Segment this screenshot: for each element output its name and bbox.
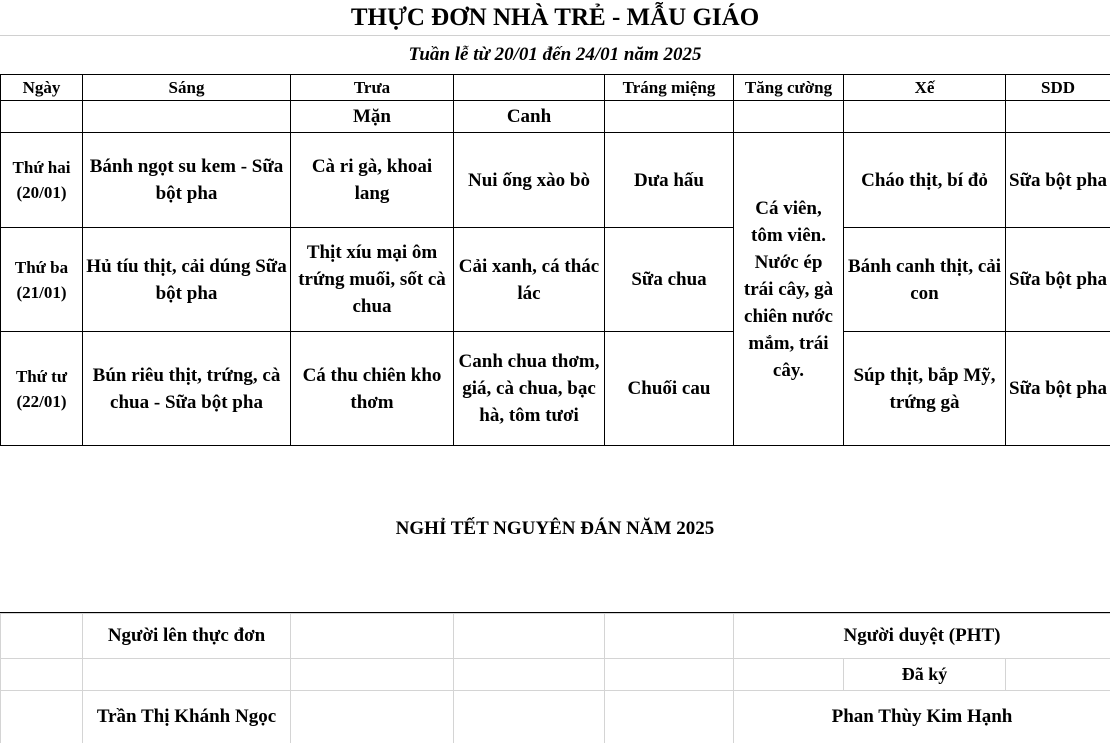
header-sdd: SDD — [1006, 75, 1110, 101]
menu-table — [0, 74, 1110, 446]
xe-cell: Súp thịt, bắp Mỹ, trứng gà — [844, 332, 1006, 446]
header-tang-cuong: Tăng cường — [734, 75, 844, 101]
sang-cell: Bún riêu thịt, trứng, cà chua - Sữa bột pha — [83, 332, 291, 446]
table-row — [1, 133, 1110, 228]
signature-row — [1, 614, 1110, 659]
day-date: (22/01) — [16, 392, 66, 411]
trang-mieng-cell: Dưa hấu — [605, 133, 734, 228]
header-ngay: Ngày — [1, 75, 83, 101]
subheader-man: Mặn — [291, 101, 454, 133]
day-cell — [1, 133, 83, 228]
header-trang-mieng: Tráng miệng — [605, 75, 734, 101]
author-name: Trần Thị Khánh Ngọc — [83, 691, 291, 743]
canh-cell: Canh chua thơm, giá, cà chua, bạc hà, tôm tươi — [454, 332, 605, 446]
day-cell — [1, 332, 83, 446]
day-name: Thứ tư — [16, 367, 67, 386]
man-cell: Thịt xíu mại ôm trứng muối, sốt cà chua — [291, 228, 454, 332]
day-name: Thứ hai — [13, 158, 71, 177]
trang-mieng-cell: Chuối cau — [605, 332, 734, 446]
header-trua: Trưa — [291, 75, 454, 101]
header-row — [1, 75, 1110, 101]
canh-cell: Nui ống xào bò — [454, 133, 605, 228]
holiday-notice: NGHỈ TẾT NGUYÊN ĐÁN NĂM 2025 — [0, 445, 1110, 613]
man-cell: Cá thu chiên kho thơm — [291, 332, 454, 446]
table-row — [1, 228, 1110, 332]
approver-label: Người duyệt (PHT) — [734, 614, 1110, 659]
signed-note: Đã ký — [844, 659, 1006, 691]
author-label: Người lên thực đơn — [83, 614, 291, 659]
day-date: (20/01) — [16, 183, 66, 202]
sdd-cell: Sữa bột pha — [1006, 228, 1110, 332]
signature-row — [1, 659, 1110, 691]
sang-cell: Hủ tíu thịt, cải dúng Sữa bột pha — [83, 228, 291, 332]
sdd-cell: Sữa bột pha — [1006, 133, 1110, 228]
day-date: (21/01) — [16, 283, 66, 302]
header-sang: Sáng — [83, 75, 291, 101]
signature-table — [0, 613, 1110, 743]
page-title: THỰC ĐƠN NHÀ TRẺ - MẪU GIÁO — [0, 0, 1110, 36]
subheader-row — [1, 101, 1110, 133]
xe-cell: Bánh canh thịt, cải con — [844, 228, 1006, 332]
header-empty — [454, 75, 605, 101]
xe-cell: Cháo thịt, bí đỏ — [844, 133, 1006, 228]
table-row — [1, 332, 1110, 446]
trang-mieng-cell: Sữa chua — [605, 228, 734, 332]
header-xe: Xế — [844, 75, 1006, 101]
canh-cell: Cải xanh, cá thác lác — [454, 228, 605, 332]
day-name: Thứ ba — [15, 258, 68, 277]
tang-cuong-cell: Cá viên, tôm viên. Nước ép trái cây, gà chiên nước mắm, trái cây. — [734, 133, 844, 446]
sang-cell: Bánh ngọt su kem - Sữa bột pha — [83, 133, 291, 228]
man-cell: Cà ri gà, khoai lang — [291, 133, 454, 228]
subheader-canh: Canh — [454, 101, 605, 133]
week-subtitle: Tuần lễ từ 20/01 đến 24/01 năm 2025 — [0, 36, 1110, 74]
approver-name: Phan Thùy Kim Hạnh — [734, 691, 1110, 743]
signature-row — [1, 691, 1110, 743]
sdd-cell: Sữa bột pha — [1006, 332, 1110, 446]
day-cell — [1, 228, 83, 332]
